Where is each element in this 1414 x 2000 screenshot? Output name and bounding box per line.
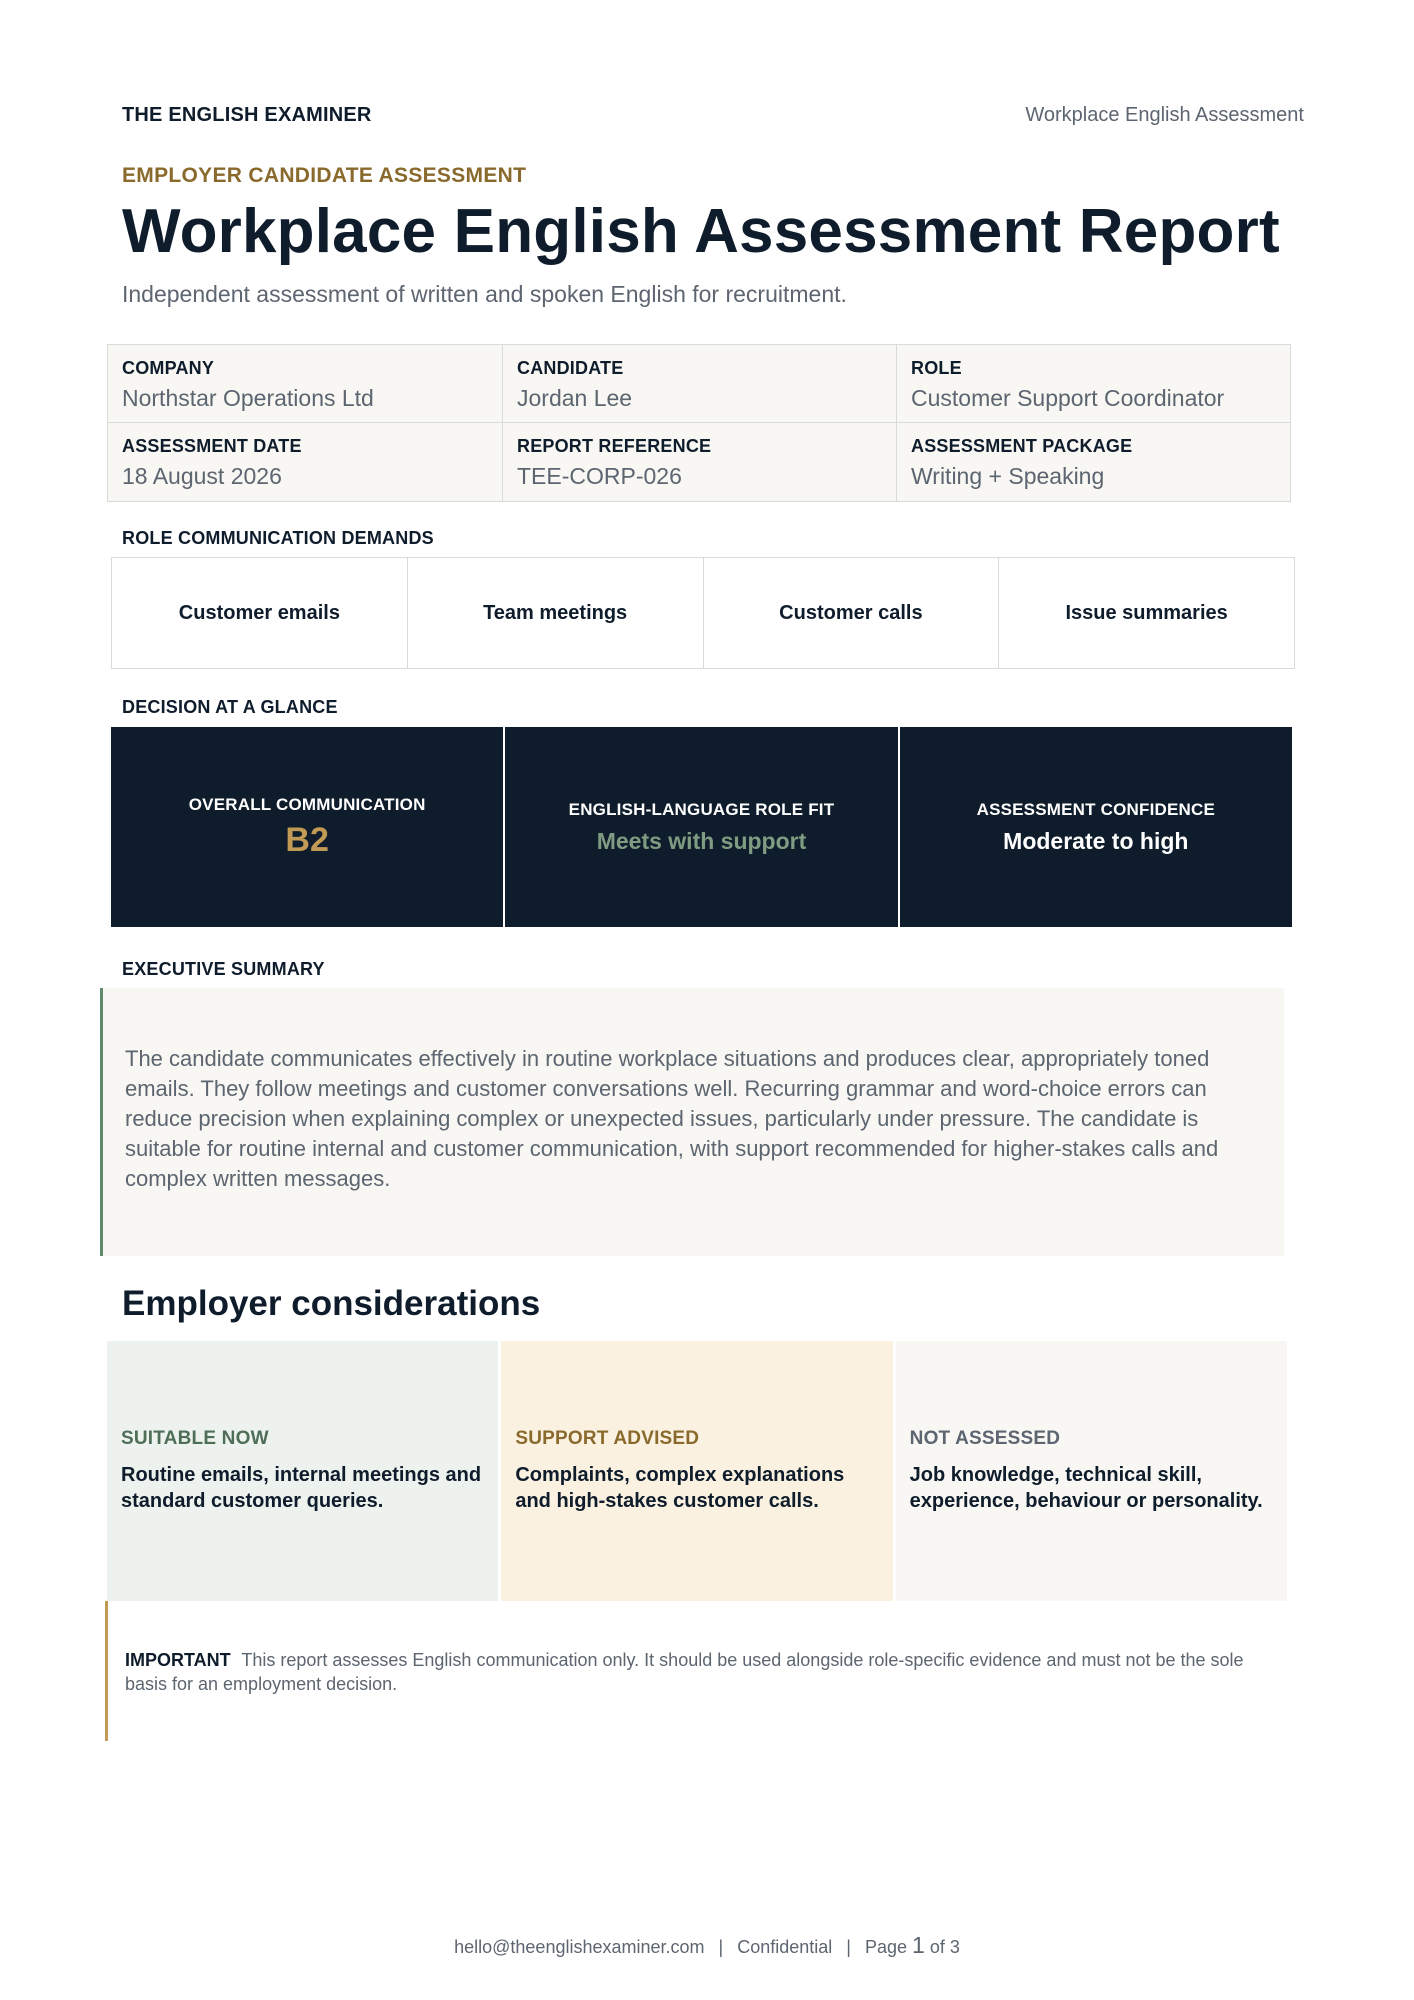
executive-summary-text: The candidate communicates effectively in routine workplace situations and produces clear, appropriately toned emails. They follow meetings and customer conversations well. Recurring grammar and word-choice errors can reduce precision when explaining complex or unexpected issues, particularly under pressure. The candidate is suitable for routine internal and customer communication, with support recommended for higher-stakes calls and complex written messages. [125,1046,1219,1191]
card-label: SUPPORT ADVISED [515,1428,700,1449]
brand-name: THE ENGLISH EXAMINER [122,104,372,126]
card-text: Job knowledge, technical skill, experience, behaviour or personality. [909,1464,1263,1512]
card-text: Complaints, complex explanations and high-stakes customer calls. [515,1464,845,1512]
confidential-label: Confidential [737,1937,833,1957]
page-number: 1 [912,1932,925,1958]
important-notice [105,1601,1285,1741]
metadata-value: 18 August 2026 [122,463,282,489]
card-label: NOT ASSESSED [909,1428,1061,1449]
metadata-label: REPORT REFERENCE [517,436,712,456]
page-footer [0,1932,1414,1959]
overall-communication-card [111,727,503,927]
important-label: IMPORTANT [125,1650,231,1670]
metadata-label: ASSESSMENT DATE [122,436,302,456]
metadata-value: TEE-CORP-026 [517,463,682,489]
demand-item: Customer calls [703,558,999,668]
important-body: This report assesses English communication only. It should be used alongside role-specific evidence and must not be the sole basis for an employment decision. [125,1650,1244,1694]
metadata-value: Customer Support Coordinator [911,385,1225,411]
card-text: Routine emails, internal meetings and standard customer queries. [121,1464,482,1512]
card-label: SUITABLE NOW [121,1428,269,1449]
metadata-assessment-date [108,423,502,501]
confidence-value: Moderate to high [1003,827,1189,854]
role-fit-card [505,727,897,927]
assessment-confidence-card [900,727,1292,927]
employer-considerations-heading: Employer considerations [122,1284,541,1323]
metadata-assessment-package [896,423,1290,501]
metadata-label: ASSESSMENT PACKAGE [911,436,1133,456]
card-label: ENGLISH-LANGUAGE ROLE FIT [568,799,835,819]
support-advised-card [501,1341,892,1601]
footer-separator: | [718,1937,724,1957]
card-label: ASSESSMENT CONFIDENCE [976,799,1216,819]
metadata-value: Northstar Operations Ltd [122,385,374,411]
executive-summary-box [100,988,1284,1256]
employer-considerations-grid [107,1341,1287,1601]
contact-email: hello@theenglishexaminer.com [454,1937,705,1957]
metadata-label: ROLE [911,358,962,378]
page-prefix: Page [864,1937,908,1957]
demand-item: Issue summaries [998,558,1294,668]
card-label: OVERALL COMMUNICATION [188,794,426,814]
suitable-now-card [107,1341,498,1601]
demand-item: Customer emails [178,601,340,624]
metadata-label: COMPANY [122,358,215,378]
footer-separator: | [846,1937,851,1957]
report-eyebrow: EMPLOYER CANDIDATE ASSESSMENT [122,164,527,187]
metadata-report-reference [502,423,896,501]
metadata-candidate [502,345,896,423]
metadata-value: Jordan Lee [517,385,633,411]
page-header [122,104,1304,130]
role-demands-heading: ROLE COMMUNICATION DEMANDS [122,528,434,548]
metadata-role [896,345,1290,423]
metadata-value: Writing + Speaking [911,463,1105,489]
report-metadata-table [107,344,1291,502]
cefr-level-value: B2 [285,820,329,859]
page-subtitle: Independent assessment of written and spoken English for recruitment. [122,281,847,307]
role-fit-value: Meets with support [596,827,807,854]
executive-summary-heading: EXECUTIVE SUMMARY [122,959,325,979]
page-suffix: of 3 [929,1937,960,1957]
decision-cards [111,727,1292,927]
role-demands-grid [111,557,1295,669]
metadata-row [108,345,1290,423]
important-notice-text [125,1648,1275,1696]
not-assessed-card [896,1341,1287,1601]
metadata-label: CANDIDATE [517,358,624,378]
header-document-type: Workplace English Assessment [1025,104,1304,126]
metadata-row [108,423,1290,501]
demand-item: Team meetings [407,558,703,668]
page-title: Workplace English Assessment Report [122,197,1280,266]
decision-heading: DECISION AT A GLANCE [122,697,338,717]
metadata-company [108,345,502,423]
